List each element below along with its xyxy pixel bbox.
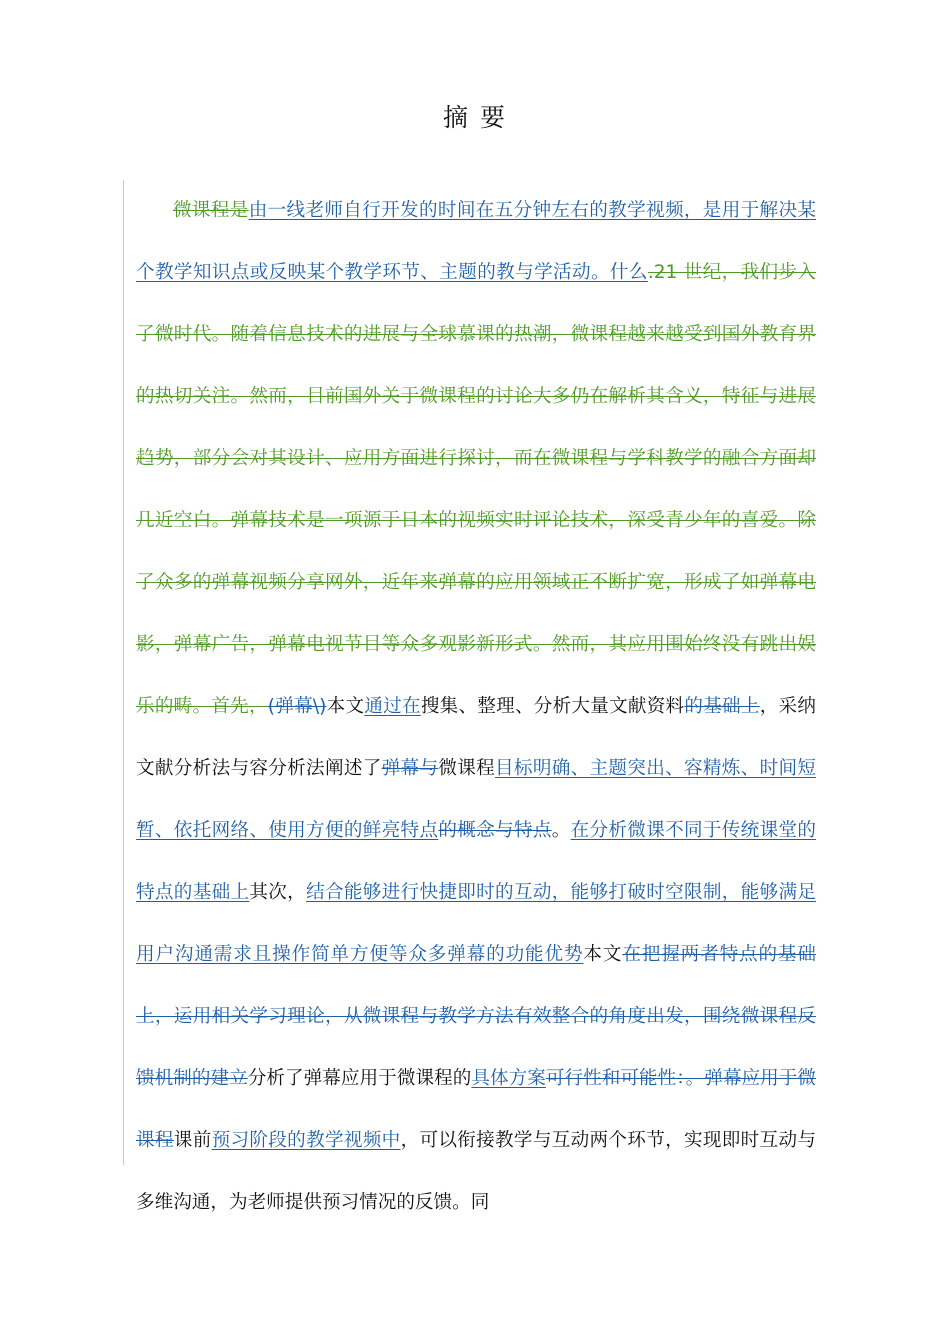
- text-run: 。: [551, 820, 571, 841]
- text-run: 本文: [326, 696, 365, 717]
- deleted-text-run: 可行性和可能性：。弹幕应用于微课程: [136, 1068, 816, 1151]
- text-run: 其次，: [249, 882, 307, 903]
- inserted-text-run: 预习阶段的教学视频中: [211, 1130, 401, 1151]
- revision-change-bar: [123, 180, 124, 1165]
- deleted-text-run: 的基础上: [684, 696, 760, 717]
- deleted-text-run: (弹幕\): [267, 696, 327, 717]
- text-run: 微课程: [438, 758, 496, 779]
- text-run: ，可以衔接教学与互动两个环节，实现即时互动与多维沟通，为老师提供预习情况的反馈。同: [136, 1130, 816, 1213]
- abstract-paragraph: [136, 180, 816, 1234]
- text-run: 本文: [583, 944, 623, 965]
- deleted-text-run: 微课程是: [173, 200, 249, 221]
- inserted-text-run: 结合能够进行快捷即时的互动，能够打破时空限制，能够满足用户沟通需求且操作简单方便等众多弹幕的功能优势: [136, 882, 816, 965]
- abstract-body: [136, 180, 816, 1234]
- text-run: 搜集、整理、分析大量文献资料: [420, 696, 685, 717]
- inserted-text-run: 在分析微课不同于传统课堂的特点的基础上: [136, 820, 816, 903]
- text-run: ，采纳文献分析法与容分析法阐述了: [136, 696, 816, 779]
- deleted-text-run: 在把握两者特点的基础上，运用相关学习理论，从微课程与教学方法有效整合的角度出发，围绕微课程反馈机制的建立: [136, 944, 816, 1089]
- deleted-text-run: 的概念与特点: [438, 820, 552, 841]
- inserted-text-run: 具体方案: [471, 1068, 546, 1089]
- deleted-text-run: .21 世纪，我们步入了微时代。随着信息技术的进展与全球慕课的热潮，微课程越来越受到国外教育界的热切关注。然而，目前国外关于微课程的讨论大多仍在解析其含义，特征与进展趋势，部分会对其设计、应用方面进行探讨，而在微课程与学科教学的融合方面却几近空白。弹幕技术是一项源于日本的视频实时评论技术，深受青少年的喜爱。除了众多的弹幕视频分享网外，近年来弹幕的应用领域正不断扩宽，形成了如弹幕电影，弹幕广告，弹幕电视节目等众多观影新形式。然而，其应用围始终没有跳出娱乐的畴。首先，: [136, 262, 816, 717]
- abstract-title: 摘 要: [443, 103, 507, 132]
- text-run: 课前: [173, 1130, 212, 1151]
- inserted-text-run: 通过在: [364, 696, 421, 717]
- text-run: 分析了弹幕应用于微课程的: [247, 1068, 472, 1089]
- deleted-text-run: 弹幕与: [381, 758, 439, 779]
- inserted-text-run: 目标明确、主题突出、容精炼、时间短暂、依托网络、使用方便的鲜亮特点: [136, 758, 816, 841]
- inserted-text-run: 由一线老师自行开发的时间在五分钟左右的教学视频，是用于解决某个教学知识点或反映某个教学环节、主题的教与学活动。什么: [136, 200, 816, 283]
